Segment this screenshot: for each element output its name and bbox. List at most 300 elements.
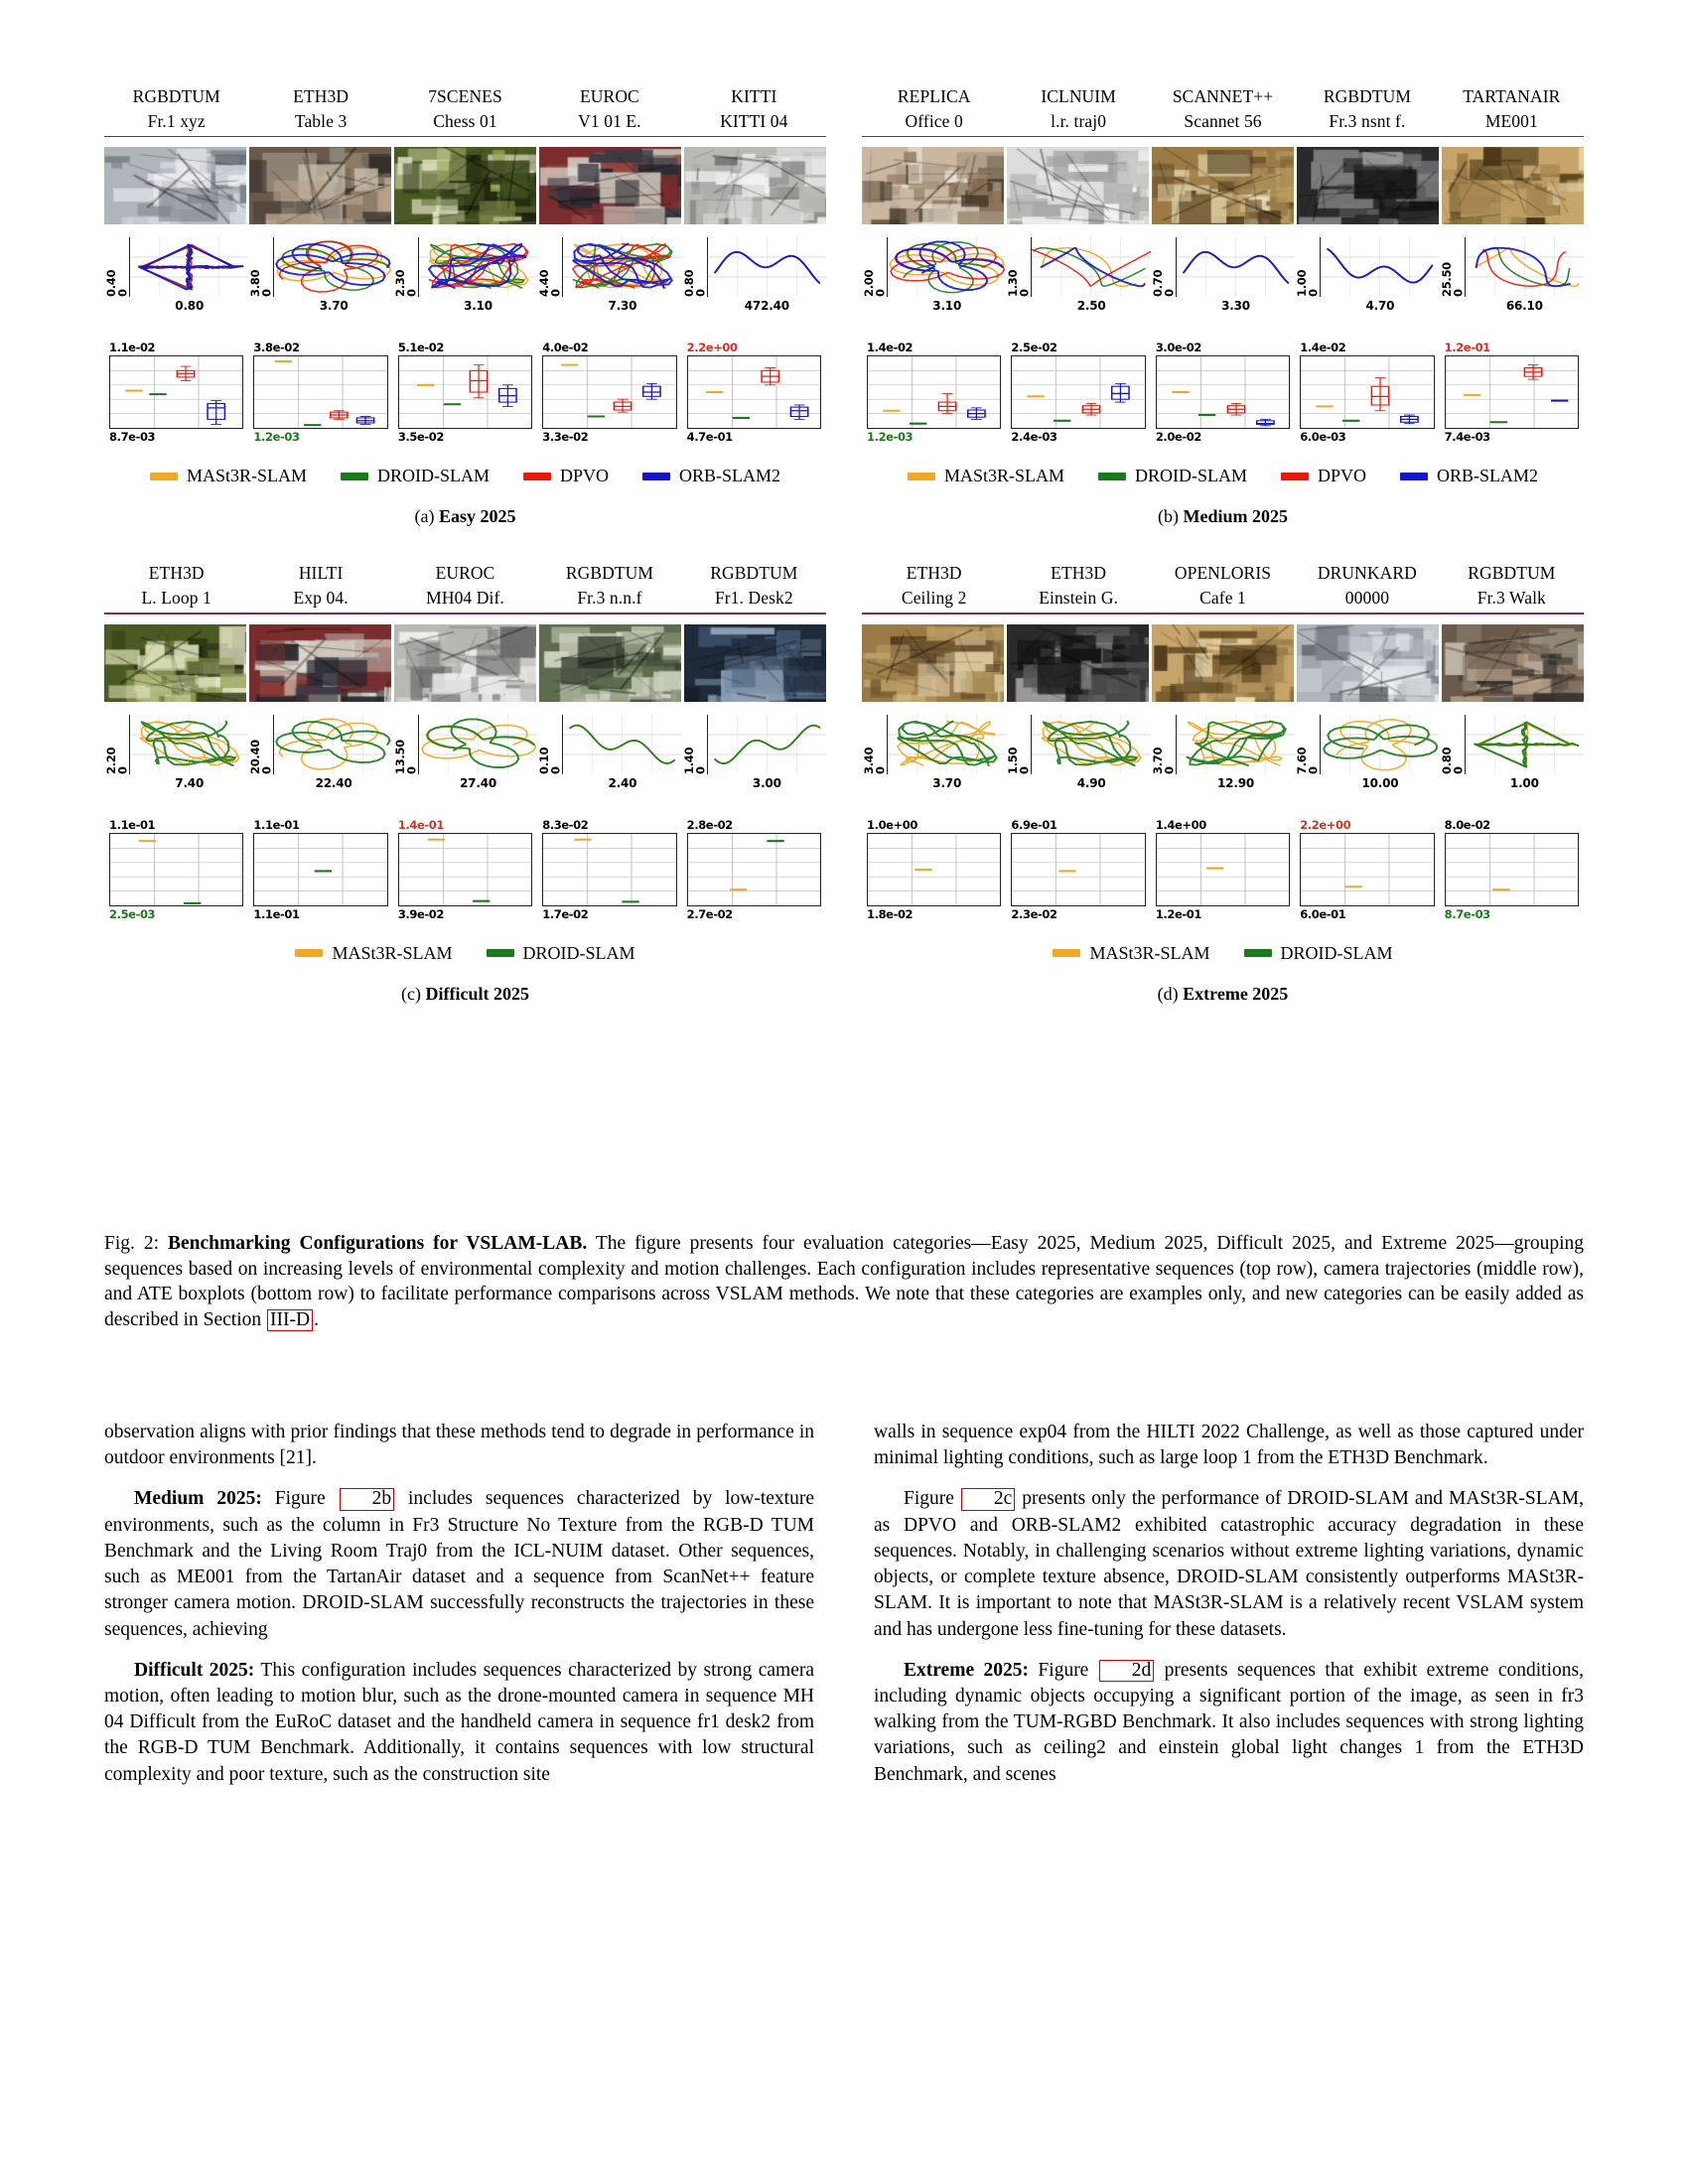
legend-item-droid-slam [487, 943, 635, 964]
legend-label: MASt3R-SLAM [332, 942, 453, 963]
trajectory-canvas-c-2 [418, 715, 537, 790]
ate-max-label: 1.2e-01 [1444, 341, 1490, 355]
column-header-c-3 [537, 561, 681, 611]
y-min-label: 0 [404, 289, 419, 298]
trajectory-canvas-b-3 [1320, 237, 1439, 314]
sequence-name: 00000 [1344, 588, 1390, 609]
ate-min-label: 1.1e-01 [253, 906, 300, 921]
column-header-a-1 [248, 84, 392, 134]
y-max-label: 1.00 [1295, 270, 1310, 298]
ate-max-label: 2.2e+00 [1300, 817, 1351, 832]
y-min-label: 0 [404, 765, 419, 774]
dataset-name: RGBDTUM [565, 563, 654, 584]
trajectory-y-axis-a-0 [104, 237, 129, 297]
ate-boxplot-canvas [1011, 833, 1145, 906]
legend-item-mast3r-slam [295, 943, 452, 964]
column-header-b-2 [1151, 84, 1295, 134]
right-p3-a: Figure [1029, 1659, 1098, 1681]
y-min-label: 0 [693, 765, 708, 774]
trajectory-plot-b-2 [1151, 237, 1295, 315]
y-min-label: 0 [1451, 765, 1466, 774]
xref-2b[interactable]: 2b [340, 1488, 395, 1510]
panel-b-thumbnails [862, 147, 1584, 224]
y-min-label: 0 [548, 289, 563, 298]
ate-boxplot-b-0 [862, 341, 1006, 444]
panel-a-ate-boxplots [104, 341, 826, 444]
sequence-thumbnail-c-4 [684, 624, 826, 702]
right-p2-a: Figure [904, 1488, 960, 1510]
y-max-label: 1.40 [681, 747, 696, 774]
legend-swatch-icon [341, 473, 368, 480]
panel-b-header [862, 84, 1584, 134]
y-min-label: 0 [1306, 289, 1321, 298]
ate-boxplot-canvas [687, 833, 821, 906]
y-max-label: 3.70 [1150, 747, 1165, 774]
y-min-label: 0 [1162, 765, 1177, 774]
ate-min-label: 2.0e-02 [1155, 430, 1201, 445]
ate-boxplot-b-2 [1151, 341, 1295, 444]
dataset-name: RGBDTUM [1323, 86, 1412, 106]
y-min-label: 0 [693, 289, 708, 298]
panel-d-header [862, 561, 1584, 611]
legend-swatch-icon [1400, 473, 1428, 480]
panel-a-thumbnails [104, 147, 826, 224]
panel-a-header [104, 84, 826, 134]
trajectory-y-axis-c-1 [248, 715, 273, 774]
trajectory-canvas-c-4 [707, 715, 826, 790]
ate-boxplot-canvas [1011, 355, 1145, 429]
legend-swatch-icon [642, 473, 670, 480]
right-p2-b: presents only the performance of DROID-SLAM and MASt3R-SLAM, as DPVO and ORB-SLAM2 exhibited catastrophic accuracy degradation in these sequences. Notably, in challenging scenarios without extreme lighting variations, dynamic objects, or complete texture absence, DROID-SLAM consistently outperforms MASt3R-SLAM. It is important to note that MASt3R-SLAM is a relatively recent VSLAM system and has undergone less fine-tuning for these datasets. [874, 1488, 1584, 1640]
extreme-2025-heading: Extreme 2025: [904, 1659, 1030, 1681]
panel-c-ate-boxplots [104, 818, 826, 921]
trajectory-canvas-c-0 [129, 715, 248, 790]
ate-boxplot-c-4 [682, 818, 826, 921]
panel-c-thumbnails [104, 624, 826, 702]
sequence-thumbnail-c-1 [249, 624, 391, 702]
ate-boxplot-b-4 [1440, 341, 1584, 444]
body-columns [104, 1420, 1584, 1788]
y-max-label: 7.60 [1295, 747, 1310, 774]
y-min-label: 0 [115, 289, 130, 298]
column-header-c-1 [248, 561, 392, 611]
trajectory-y-axis-c-4 [682, 715, 707, 774]
ate-boxplot-c-3 [537, 818, 681, 921]
panel-b-subcaption [862, 506, 1584, 527]
trajectory-canvas-a-2 [418, 237, 537, 314]
sequence-name: Chess 01 [433, 110, 497, 131]
left-paragraph-1: observation aligns with prior findings that these methods tend to degrade in performance in outdoor environments [21]. [104, 1422, 814, 1469]
trajectory-y-axis-a-3 [537, 237, 562, 297]
figure-caption-text: The figure presents four evaluation categories—Easy 2025, Medium 2025, Difficult 2025, and Extreme 2025—grouping sequences based on increasing levels of environmental complexity and motion challenges. Each configuration includes representative sequences (top row), camera trajectories (middle row), and ATE boxplots (bottom row) to facilitate performance comparisons across VSLAM methods. We note that these categories are examples only, and new categories can be easily added as described in Section [104, 1233, 1585, 1330]
trajectory-canvas-d-3 [1320, 715, 1439, 790]
legend-swatch-icon [1281, 473, 1309, 480]
right-column [874, 1420, 1584, 1788]
ate-boxplot-d-2 [1151, 818, 1295, 921]
sequence-thumbnail-d-3 [1297, 624, 1439, 702]
legend-swatch-icon [1244, 949, 1272, 957]
legend-label: MASt3R-SLAM [943, 466, 1064, 486]
ate-boxplot-canvas [109, 355, 243, 429]
legend-swatch-icon [523, 473, 551, 480]
legend-item-mast3r-slam [150, 466, 307, 486]
ate-boxplot-canvas [109, 833, 243, 906]
ate-boxplot-canvas [867, 355, 1001, 429]
figure-caption [104, 1231, 1584, 1332]
ate-boxplot-canvas [687, 355, 821, 429]
sequence-name: Office 0 [905, 110, 963, 131]
sequence-name: Scannet 56 [1184, 110, 1262, 131]
ate-max-label: 1.0e+00 [867, 817, 918, 832]
legend-label: DROID-SLAM [1280, 942, 1393, 963]
ate-min-label: 2.3e-02 [1011, 906, 1057, 921]
trajectory-x-max-label-c-2: 27.40 [460, 775, 496, 790]
panel-a-rule [104, 136, 826, 138]
column-header-a-0 [104, 84, 248, 134]
left-p2-a: Figure [261, 1488, 339, 1510]
figure-caption-title: Benchmarking Configurations for VSLAM-LAB. [168, 1233, 588, 1254]
trajectory-y-axis-d-3 [1295, 715, 1320, 774]
panel-b-ate-boxplots [862, 341, 1584, 444]
y-min-label: 0 [548, 765, 563, 774]
ate-boxplot-a-0 [104, 341, 248, 444]
ate-min-label: 6.0e-01 [1300, 906, 1346, 921]
left-p3-text: This configuration includes sequences characterized by strong camera motion, often leading to motion blur, such as the drone-mounted camera in sequence MH 04 Difficult from the EuRoC dataset and the handheld camera in sequence fr1 desk2 from the RGB-D TUM Benchmark. Additionally, it contains sequences with low structural complexity and poor texture, such as the construction site [104, 1659, 814, 1785]
trajectory-plot-a-4 [682, 237, 826, 315]
dataset-name: TARTANAIR [1463, 86, 1561, 106]
subcaption-title: Extreme 2025 [1183, 983, 1289, 1004]
subcaption-title: Difficult 2025 [425, 983, 529, 1004]
ate-max-label: 2.2e+00 [686, 341, 738, 355]
column-header-d-4 [1440, 561, 1584, 611]
right-p3-b: presents sequences that exhibit extreme conditions, including dynamic objects occupying a significant portion of the image, as seen in fr3 walking from the TUM-RGBD Benchmark. It also includes sequences with strong lighting variations, such as ceiling2 and einstein global light changes 1 from the ETH3D Benchmark, and scenes [874, 1659, 1584, 1785]
trajectory-plot-a-2 [393, 237, 537, 315]
ate-min-label: 3.5e-02 [397, 430, 444, 445]
medium-2025-heading: Medium 2025: [134, 1488, 262, 1510]
sequence-thumbnail-b-3 [1297, 147, 1439, 224]
sequence-name: Ceiling 2 [901, 588, 967, 609]
ate-min-label: 4.7e-01 [686, 430, 733, 445]
sequence-thumbnail-b-1 [1007, 147, 1149, 224]
trajectory-y-axis-c-3 [537, 715, 562, 774]
ate-max-label: 1.4e-01 [397, 817, 444, 832]
trajectory-plot-b-0 [862, 237, 1006, 315]
dataset-name: RGBDTUM [132, 86, 220, 106]
trajectory-y-axis-d-0 [862, 715, 887, 774]
legend-item-droid-slam [341, 466, 490, 486]
ate-min-label: 1.7e-02 [542, 906, 589, 921]
trajectory-plot-d-2 [1151, 715, 1295, 792]
legend-item-mast3r-slam [1053, 943, 1209, 964]
trajectory-x-max-label-a-0: 0.80 [175, 299, 205, 314]
ate-min-label: 2.7e-02 [686, 906, 733, 921]
trajectory-y-axis-a-4 [682, 237, 707, 297]
subcaption-title: Medium 2025 [1183, 506, 1288, 527]
column-header-b-3 [1295, 84, 1439, 134]
trajectory-x-max-label-b-4: 66.10 [1505, 299, 1543, 314]
trajectory-y-axis-b-4 [1440, 237, 1465, 297]
panel-c [104, 561, 844, 1004]
ate-boxplot-canvas [253, 833, 387, 906]
trajectory-canvas-c-3 [562, 715, 681, 790]
trajectory-y-axis-b-0 [862, 237, 887, 297]
sequence-name: Fr1. Desk2 [714, 588, 793, 609]
y-max-label: 1.30 [1006, 270, 1021, 298]
dataset-name: OPENLORIS [1174, 563, 1272, 584]
trajectory-plot-d-3 [1295, 715, 1439, 792]
ate-boxplot-a-4 [682, 341, 826, 444]
panel-d-trajectories [862, 715, 1584, 792]
xref-2c[interactable]: 2c [961, 1488, 1015, 1510]
column-header-c-4 [682, 561, 826, 611]
ate-min-label: 1.2e-01 [1155, 906, 1201, 921]
sequence-name: l.r. traj0 [1051, 110, 1107, 131]
ate-boxplot-canvas [1156, 355, 1290, 429]
figure-caption-prefix: Fig. 2: [104, 1233, 160, 1254]
subcaption-label: (a) [414, 506, 439, 527]
ate-boxplot-a-2 [393, 341, 537, 444]
sequence-thumbnail-b-2 [1152, 147, 1294, 224]
ate-max-label: 1.4e-02 [1300, 341, 1346, 355]
ate-max-label: 3.8e-02 [253, 341, 300, 355]
sequence-name: MH04 Dif. [426, 588, 504, 609]
trajectory-canvas-c-1 [273, 715, 392, 790]
y-max-label: 0.40 [104, 270, 118, 298]
trajectory-canvas-b-0 [887, 237, 1006, 314]
trajectory-y-axis-b-2 [1151, 237, 1176, 297]
legend-label: DROID-SLAM [1134, 466, 1247, 486]
trajectory-x-max-label-a-1: 3.70 [319, 299, 349, 314]
ate-boxplot-canvas [542, 833, 676, 906]
left-paragraph-3 [104, 1658, 814, 1788]
ate-min-label: 3.3e-02 [542, 430, 589, 445]
dataset-name: HILTI [298, 563, 344, 584]
ate-boxplot-canvas [398, 355, 532, 429]
xref-2d[interactable]: 2d [1099, 1660, 1155, 1682]
panel-b-trajectories [862, 237, 1584, 315]
column-header-b-0 [862, 84, 1006, 134]
figure-panels [104, 84, 1584, 1005]
legend-label: DPVO [1318, 466, 1367, 486]
sequence-thumbnail-d-2 [1152, 624, 1294, 702]
ate-boxplot-d-3 [1295, 818, 1439, 921]
dataset-name: RGBDTUM [1468, 563, 1556, 584]
trajectory-plot-c-3 [537, 715, 681, 792]
panel-c-rule [104, 613, 826, 614]
trajectory-x-max-label-c-3: 2.40 [608, 775, 637, 790]
trajectory-canvas-a-0 [129, 237, 248, 314]
sequence-thumbnail-a-4 [684, 147, 826, 224]
subcaption-label: (c) [401, 983, 426, 1004]
panel-a-trajectories [104, 237, 826, 315]
trajectory-plot-d-4 [1440, 715, 1584, 792]
ate-max-label: 1.1e-01 [109, 817, 156, 832]
legend-swatch-icon [1098, 473, 1126, 480]
ate-max-label: 5.1e-02 [397, 341, 444, 355]
panel-d-thumbnails [862, 624, 1584, 702]
trajectory-y-axis-a-1 [248, 237, 273, 297]
column-header-b-4 [1440, 84, 1584, 134]
trajectory-x-max-label-c-4: 3.00 [752, 775, 781, 790]
ate-max-label: 2.5e-02 [1011, 341, 1057, 355]
dataset-name: KITTI [731, 86, 777, 106]
dataset-name: ETH3D [148, 563, 205, 584]
y-min-label: 0 [1017, 765, 1032, 774]
trajectory-y-axis-d-2 [1151, 715, 1176, 774]
sequence-thumbnail-a-1 [249, 147, 391, 224]
legend-swatch-icon [487, 949, 514, 957]
sequence-name: Fr.3 nsnt f. [1329, 110, 1406, 131]
trajectory-y-axis-d-4 [1440, 715, 1465, 774]
trajectory-canvas-b-2 [1176, 237, 1295, 314]
panel-b-legend [862, 466, 1584, 486]
ate-max-label: 8.3e-02 [542, 817, 589, 832]
legend-label: ORB-SLAM2 [679, 466, 781, 486]
y-min-label: 0 [1451, 289, 1466, 298]
y-min-label: 0 [873, 765, 888, 774]
dataset-name: ICLNUIM [1041, 86, 1116, 106]
sequence-name: Einstein G. [1039, 588, 1119, 609]
ate-boxplot-c-2 [393, 818, 537, 921]
trajectory-canvas-d-2 [1176, 715, 1295, 790]
ate-boxplot-d-4 [1440, 818, 1584, 921]
legend-label: DROID-SLAM [522, 942, 635, 963]
trajectory-plot-c-0 [104, 715, 248, 792]
y-max-label: 0.70 [1150, 270, 1165, 298]
y-max-label: 3.80 [248, 270, 263, 298]
y-max-label: 0.80 [681, 270, 696, 298]
sequence-thumbnail-b-4 [1442, 147, 1584, 224]
y-min-label: 0 [1162, 289, 1177, 298]
column-header-d-3 [1295, 561, 1439, 611]
trajectory-x-max-label-d-4: 1.00 [1509, 775, 1539, 790]
right-paragraph-2 [874, 1486, 1584, 1642]
legend-label: ORB-SLAM2 [1437, 466, 1539, 486]
trajectory-x-max-label-a-4: 472.40 [744, 299, 789, 314]
ate-boxplot-canvas [1445, 833, 1579, 906]
sequence-thumbnail-a-2 [394, 147, 536, 224]
legend-label: DROID-SLAM [376, 466, 490, 486]
legend-swatch-icon [908, 473, 935, 480]
ate-boxplot-canvas [1445, 355, 1579, 429]
y-max-label: 2.30 [392, 270, 407, 298]
column-header-d-0 [862, 561, 1006, 611]
panel-a-subcaption [104, 506, 826, 527]
left-paragraph-2 [104, 1486, 814, 1642]
ate-max-label: 1.1e-01 [253, 817, 300, 832]
trajectory-x-max-label-c-1: 22.40 [315, 775, 352, 790]
trajectory-x-max-label-b-1: 2.50 [1076, 299, 1106, 314]
y-max-label: 20.40 [248, 739, 263, 774]
right-paragraph-1: walls in sequence exp04 from the HILTI 2022 Challenge, as well as those captured under minimal lighting conditions, such as large loop 1 from the ETH3D Benchmark. [874, 1422, 1584, 1469]
panel-c-trajectories [104, 715, 826, 792]
ate-min-label: 1.2e-03 [253, 430, 300, 445]
y-min-label: 0 [259, 289, 274, 298]
dataset-name: 7SCENES [428, 86, 502, 106]
legend-swatch-icon [1053, 949, 1080, 957]
subcaption-label: (b) [1158, 506, 1184, 527]
panel-a [104, 84, 844, 527]
y-max-label: 4.40 [537, 270, 552, 298]
ate-min-label: 1.8e-02 [867, 906, 914, 921]
left-column [104, 1420, 814, 1788]
column-header-d-1 [1006, 561, 1150, 611]
trajectory-y-axis-b-3 [1295, 237, 1320, 297]
sequence-name: Exp 04. [293, 588, 349, 609]
ate-boxplot-a-1 [248, 341, 392, 444]
figure-caption-text-end: . [314, 1308, 319, 1330]
legend-label: MASt3R-SLAM [1089, 942, 1210, 963]
sequence-name: ME001 [1484, 110, 1538, 131]
trajectory-plot-a-3 [537, 237, 681, 315]
legend-swatch-icon [295, 949, 323, 957]
ate-boxplot-d-0 [862, 818, 1006, 921]
sequence-thumbnail-b-0 [862, 147, 1004, 224]
trajectory-y-axis-c-0 [104, 715, 129, 774]
dataset-name: ETH3D [906, 563, 962, 584]
legend-item-mast3r-slam [908, 466, 1064, 486]
sequence-name: L. Loop 1 [141, 588, 211, 609]
difficult-2025-heading: Difficult 2025: [134, 1659, 255, 1681]
ate-boxplot-canvas [1300, 833, 1434, 906]
y-max-label: 2.00 [862, 270, 876, 298]
sequence-name: V1 01 E. [578, 110, 641, 131]
ate-boxplot-a-3 [537, 341, 681, 444]
ate-boxplot-c-1 [248, 818, 392, 921]
y-min-label: 0 [1306, 765, 1321, 774]
figure-caption-xref[interactable]: III-D [267, 1309, 313, 1331]
panel-c-subcaption [104, 984, 826, 1005]
ate-boxplot-b-1 [1006, 341, 1150, 444]
trajectory-plot-d-1 [1006, 715, 1150, 792]
trajectory-x-max-label-b-3: 4.70 [1365, 299, 1395, 314]
ate-max-label: 8.0e-02 [1444, 817, 1490, 832]
trajectory-canvas-d-4 [1465, 715, 1584, 790]
trajectory-plot-b-3 [1295, 237, 1439, 315]
dataset-name: EUROC [435, 563, 495, 584]
legend-label: MASt3R-SLAM [186, 466, 307, 486]
ate-boxplot-c-0 [104, 818, 248, 921]
panel-c-legend [104, 943, 826, 964]
y-max-label: 13.50 [392, 739, 407, 774]
trajectory-y-axis-a-2 [393, 237, 418, 297]
panel-d-subcaption [862, 984, 1584, 1005]
subcaption-title: Easy 2025 [438, 506, 516, 527]
ate-boxplot-d-1 [1006, 818, 1150, 921]
ate-max-label: 6.9e-01 [1011, 817, 1057, 832]
panel-d [844, 561, 1584, 1004]
trajectory-plot-c-1 [248, 715, 392, 792]
y-max-label: 1.50 [1006, 747, 1021, 774]
trajectory-plot-b-4 [1440, 237, 1584, 315]
trajectory-plot-b-1 [1006, 237, 1150, 315]
trajectory-x-max-label-c-0: 7.40 [175, 775, 205, 790]
y-max-label: 3.40 [862, 747, 876, 774]
legend-item-dpvo [1281, 466, 1366, 486]
legend-item-dpvo [523, 466, 609, 486]
sequence-thumbnail-a-0 [104, 147, 246, 224]
trajectory-y-axis-d-1 [1006, 715, 1031, 774]
y-max-label: 25.50 [1439, 262, 1454, 298]
right-paragraph-3 [874, 1658, 1584, 1788]
ate-min-label: 3.9e-02 [397, 906, 444, 921]
ate-boxplot-canvas [867, 833, 1001, 906]
ate-boxplot-canvas [1156, 833, 1290, 906]
trajectory-plot-c-4 [682, 715, 826, 792]
dataset-name: ETH3D [1051, 563, 1107, 584]
trajectory-plot-d-0 [862, 715, 1006, 792]
dataset-name: ETH3D [293, 86, 350, 106]
